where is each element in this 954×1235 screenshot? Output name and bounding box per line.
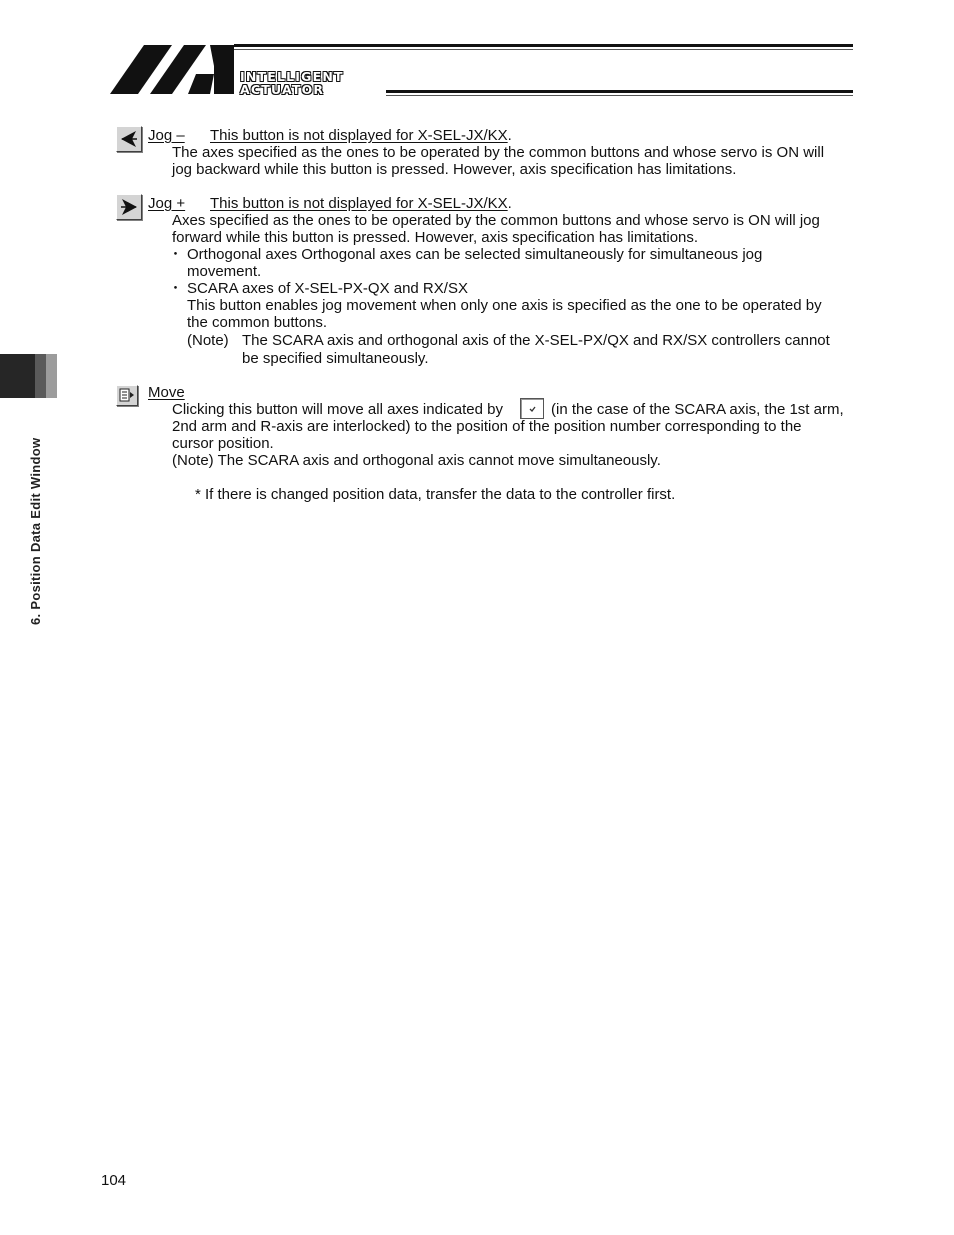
move-line: 2nd arm and R-axis are interlocked) to the position of the position number corresponding to the: [172, 418, 802, 435]
jog-plus-note-text: This button is not displayed for X-SEL-JX/KX: [210, 195, 508, 212]
bullet-mark: ・: [168, 280, 184, 297]
bullet-line: movement.: [187, 263, 262, 280]
page-number: 104: [101, 1172, 127, 1189]
move-title: Move: [148, 384, 185, 401]
move-line-pre: Clicking this button will move all axes indicated by: [172, 401, 503, 418]
jog-plus-note-end: .: [507, 195, 512, 212]
move-note: (Note) The SCARA axis and orthogonal axis cannot move simultaneously.: [172, 452, 661, 469]
bullet-line: Orthogonal axes Orthogonal axes can be selected simultaneously for simultaneous jog: [187, 246, 763, 263]
move-line-post: (in the case of the SCARA axis, the 1st arm,: [551, 401, 844, 418]
brand-line2: ACTUATOR: [240, 82, 325, 97]
jog-plus-line: Axes specified as the ones to be operated by the common buttons and whose servo is ON will jog: [172, 212, 820, 229]
header-rule-top-thin: [234, 49, 853, 50]
move-footnote: * If there is changed position data, transfer the data to the controller first.: [195, 486, 676, 503]
side-tab-label: 6. Position Data Edit Window: [28, 437, 43, 625]
side-tab-block-dark: [0, 354, 35, 398]
side-tab-block-mid: [35, 354, 46, 398]
note-label: (Note): [187, 332, 229, 349]
jog-plus-line: forward while this button is pressed. However, axis specification has limitations.: [172, 229, 699, 246]
jog-minus-note-end: .: [507, 127, 512, 144]
jog-plus-title: Jog +: [148, 195, 186, 212]
ia-logo-icon: [110, 44, 236, 96]
move-icon: [117, 386, 137, 405]
move-line: cursor position.: [172, 435, 274, 452]
header-rule-bottom-thin: [386, 95, 853, 96]
jog-minus-line: jog backward while this button is pressed. However, axis specification has limitations.: [172, 161, 737, 178]
bullet-line: This button enables jog movement when only one axis is specified as the one to be operated by: [187, 297, 822, 314]
arrow-right-icon: [117, 195, 141, 219]
note-line: be specified simultaneously.: [242, 350, 429, 367]
bullet-mark: ・: [168, 246, 184, 263]
jog-minus-note-text: This button is not displayed for X-SEL-JX/KX: [210, 127, 508, 144]
axis-checkbox: [520, 398, 544, 419]
jog-minus-note: [210, 127, 512, 144]
jog-plus-note: [210, 195, 512, 212]
jog-minus-line: The axes specified as the ones to be operated by the common buttons and whose servo is ON will: [172, 144, 825, 161]
checkbox-checked-icon: [521, 399, 543, 418]
brand-line1: INTELLIGENT: [240, 69, 344, 84]
side-tab-block-light: [46, 354, 57, 398]
jog-plus-button[interactable]: [116, 194, 142, 220]
header-rule-bottom: [386, 90, 853, 93]
header-rule-top: [234, 44, 853, 47]
bullet-line: the common buttons.: [187, 314, 328, 331]
note-line: The SCARA axis and orthogonal axis of the X-SEL-PX/QX and RX/SX controllers cannot: [242, 332, 830, 349]
jog-minus-title: Jog –: [148, 127, 185, 144]
jog-minus-button[interactable]: [116, 126, 142, 152]
bullet-line: SCARA axes of X-SEL-PX-QX and RX/SX: [187, 280, 468, 297]
arrow-left-icon: [117, 127, 141, 151]
move-button[interactable]: [116, 385, 138, 406]
